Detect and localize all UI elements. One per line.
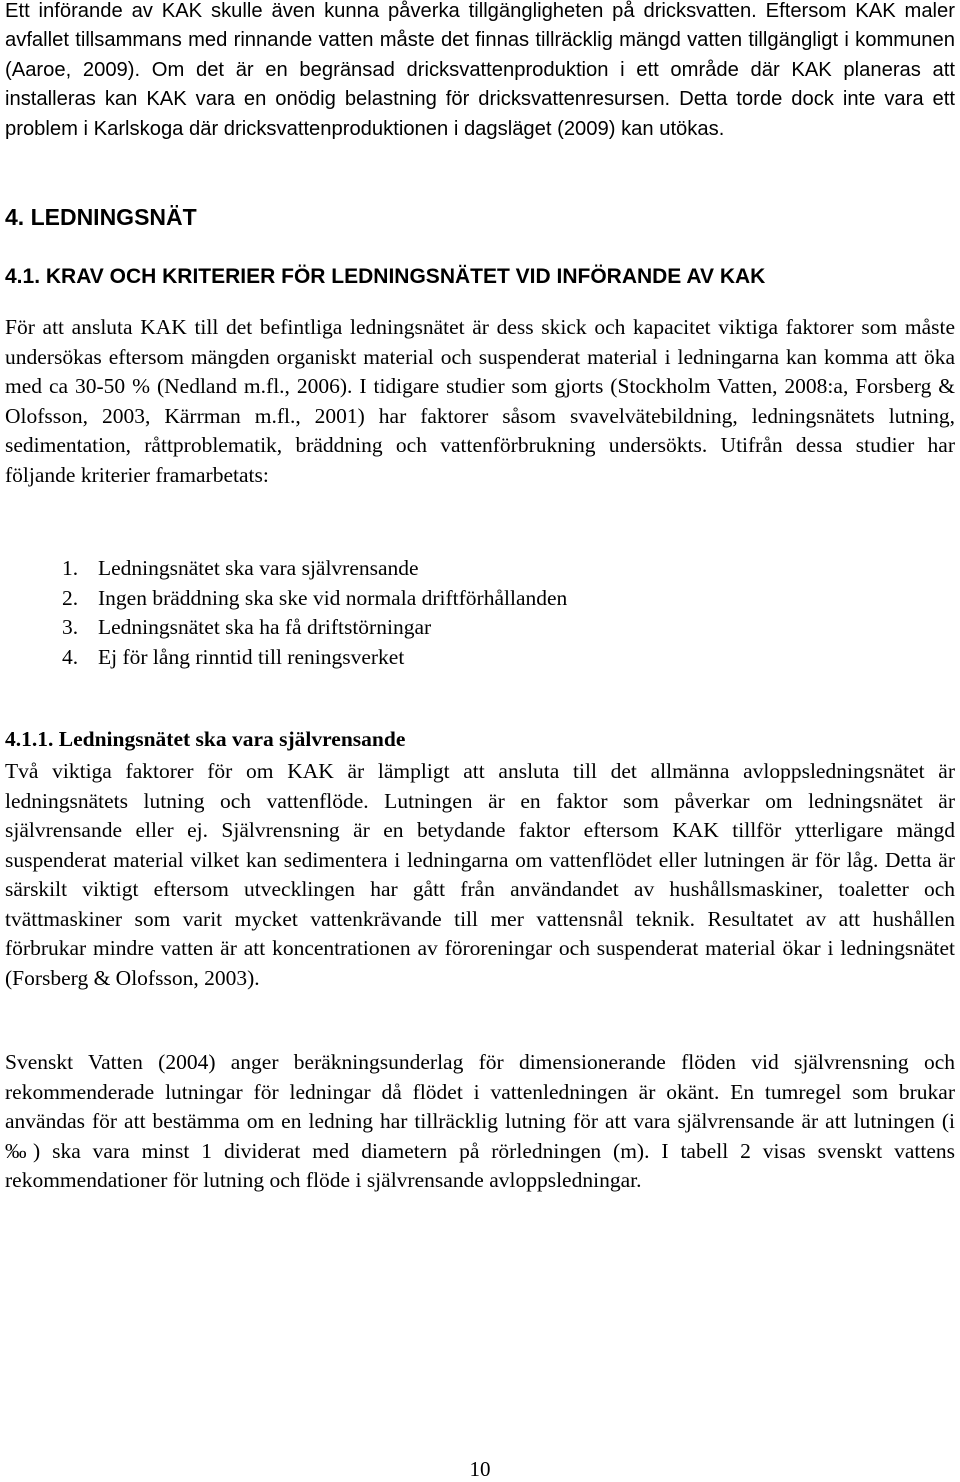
list-item [62,613,567,643]
list-item [62,584,567,614]
section-heading: 4. LEDNINGSNÄT [5,204,197,230]
criteria-list [62,554,567,672]
list-item [62,554,567,584]
subsubsection-title: Ledningsnätet ska vara självrensande [58,727,406,751]
list-item-text: Ledningsnätet ska vara självrensande [98,556,419,580]
list-item-number: 2. [62,585,79,610]
list-item [62,643,567,673]
requirements-paragraph-lead: För att ansluta KAK till det befintliga ledningsnätet är dess skick och kapacitet viktiga faktorer som måste undersökas eftersom mängden organiskt material och suspenderat material i ledningarna kan komma att öka med ca 30-50 % (Nedland m.fl., 2006). [5,315,955,398]
list-item-number: 4. [62,644,79,669]
subsubsection-number: 4.1.1. [5,727,54,751]
self-cleaning-paragraph: Två viktiga faktorer för om KAK är lämpligt att ansluta till det allmänna avloppsledningsnätet är ledningsnätets lutning och vattenflöde. Lutningen är en faktor som påverkar om ledningsnätet är självrensande eller ej. Självrensning är en betydande faktor eftersom KAK tillför ytterligare mängd suspenderat material vilket kan sedimentera i ledningarna om vattenflödet eller lutningen är för låg. Detta är särskilt viktigt eftersom utvecklingen har gått från användandet av hushållsmaskiner, toaletter och tvättmaskiner som varit mycket vattenkrävande till mer vattensnål teknik. Resultatet av att hushållen förbrukar mindre vatten är att koncentrationen av föroreningar och suspenderat material ökar i ledningsnätet (Forsberg & Olofsson, 2003). [5,759,955,990]
list-item-number: 3. [62,615,79,639]
list-item-text: Ingen bräddning ska ske vid normala driftförhållanden [98,585,568,610]
requirements-paragraph-rest: I tidigare studier som gjorts (Stockholm Vatten, 2008:a, Forsberg & Olofsson, 2003, Kärrman m.fl., 2001) har faktorer såsom svavelvätebildning, ledningsnätets lutning, sedimentation, råttproblematik, bräddning och vattenförbrukning undersökts. Utifrån dessa studier har följande kriterier framarbetats: [5,374,955,487]
svenskt-vatten-paragraph: Svenskt Vatten (2004) anger beräkningsunderlag för dimensionerande flöden vid självrensning och rekommenderade lutningar för ledningar då flödet i vattenledningen är okänt. En tumregel som brukar användas för att bestämma om en ledning har tillräcklig lutning för att vara självrensande är att lutningen (i ‰) ska vara minst 1 dividerat med diametern på rörledningen (m). I tabell 2 visas svenskt vattens rekommendationer för lutning och flöde i självrensande avloppsledningar. [5,1050,955,1192]
intro-paragraph: Ett införande av KAK skulle även kunna påverka tillgängligheten på dricksvatten. Eftersom KAK maler avfallet tillsammans med rinnande vatten måste det finnas tillräcklig mängd vatten tillgängligt i kommunen (Aaroe, 2009). Om det är en begränsad dricksvattenproduktion i ett område där KAK planeras att installeras kan KAK vara en onödig belastning för dricksvattenresursen. Detta torde dock inte vara ett problem i Karlskoga där dricksvattenproduktionen i dagsläget (2009) kan utökas. [5,0,955,140]
page-number: 10 [469,1457,491,1481]
requirements-paragraph [5,313,955,490]
list-item-number: 1. [62,556,79,580]
list-item-text: Ledningsnätet ska ha få driftstörningar [98,615,432,639]
subsubsection-heading [5,724,405,754]
list-item-text: Ej för lång rinntid till reningsverket [98,644,405,669]
subsection-heading: 4.1. KRAV OCH KRITERIER FÖR LEDNINGSNÄTET VID INFÖRANDE AV KAK [5,265,766,288]
